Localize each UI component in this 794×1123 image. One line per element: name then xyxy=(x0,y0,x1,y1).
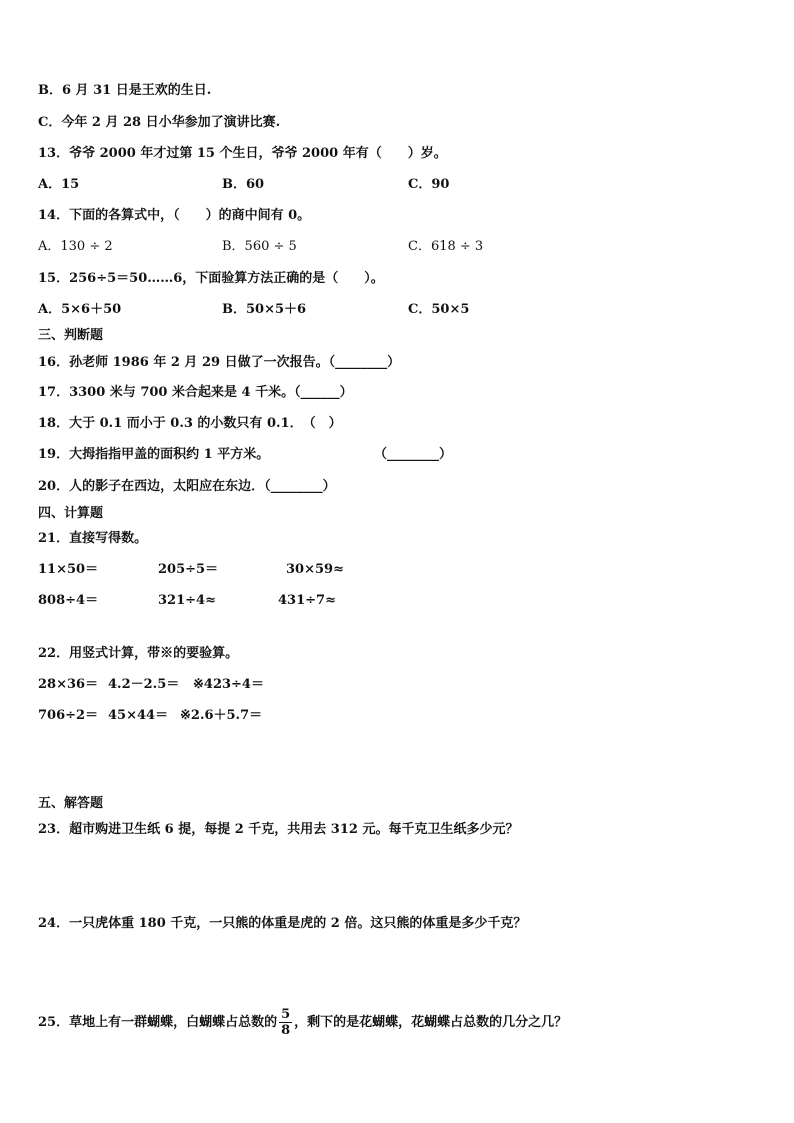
question-18: 18．大于 0.1 而小于 0.3 的小数只有 0.1． （ ） xyxy=(38,416,342,431)
q14-option-c: C．618 ÷ 3 xyxy=(408,239,484,254)
section-4-heading: 四、计算题 xyxy=(38,506,104,521)
q21-item-5: 321÷4≈ xyxy=(158,593,216,608)
q25-text-after: ，剩下的是花蝴蝶，花蝴蝶占总数的几分之几？ xyxy=(294,1015,568,1030)
option-c-q12: C．今年 2 月 28 日小华参加了演讲比赛. xyxy=(38,115,281,130)
q14-option-a: A．130 ÷ 2 xyxy=(38,239,113,254)
q21-item-3: 30×59≈ xyxy=(286,562,344,577)
q22-item-2: 4.2－2.5＝ xyxy=(108,677,180,692)
section-5-heading: 五、解答题 xyxy=(38,796,104,811)
question-20: 20．人的影子在西边，太阳应在东边．（________） xyxy=(38,479,336,494)
q13-option-a: A．15 xyxy=(38,177,80,192)
q13-option-c: C．90 xyxy=(408,177,450,192)
fraction-numerator: 5 xyxy=(281,1007,291,1022)
q22-item-6: ※2.6＋5.7＝ xyxy=(180,708,263,723)
q22-item-1: 28×36＝ xyxy=(38,677,99,692)
question-15: 15．256÷5＝50……6，下面验算方法正确的是（ ）。 xyxy=(38,271,384,286)
question-24: 24．一只虎体重 180 千克，一只熊的体重是虎的 2 倍。这只熊的体重是多少千克？ xyxy=(38,916,527,931)
q22-item-4: 706÷2＝ xyxy=(38,708,99,723)
question-21: 21．直接写得数。 xyxy=(38,531,148,546)
q15-option-b: B．50×5＋6 xyxy=(222,302,307,317)
q13-option-b: B．60 xyxy=(222,177,265,192)
fraction-denominator: 8 xyxy=(281,1023,291,1038)
q25-text-before: 25．草地上有一群蝴蝶，白蝴蝶占总数的 xyxy=(38,1015,278,1030)
question-22: 22．用竖式计算，带※的要验算。 xyxy=(38,646,239,661)
fraction-five-eighths xyxy=(279,1007,292,1038)
question-14: 14．下面的各算式中，（ ）的商中间有 0。 xyxy=(38,208,311,223)
q22-item-5: 45×44＝ xyxy=(108,708,169,723)
question-19: 19．大拇指指甲盖的面积约 1 平方米。 xyxy=(38,447,270,462)
q21-item-6: 431÷7≈ xyxy=(278,593,336,608)
q22-item-3: ※423÷4＝ xyxy=(193,677,264,692)
section-3-heading: 三、判断题 xyxy=(38,328,104,343)
q19-answer-blank: （________） xyxy=(374,447,453,462)
question-17: 17．3300 米与 700 米合起来是 4 千米。（______） xyxy=(38,385,353,400)
q21-item-2: 205÷5＝ xyxy=(158,562,219,577)
q21-item-4: 808÷4＝ xyxy=(38,593,99,608)
q21-item-1: 11×50＝ xyxy=(38,562,99,577)
question-23: 23．超市购进卫生纸 6 提，每提 2 千克，共用去 312 元。每千克卫生纸多少元？ xyxy=(38,822,519,837)
q15-option-a: A．5×6＋50 xyxy=(38,302,122,317)
question-16: 16．孙老师 1986 年 2 月 29 日做了一次报告。（________） xyxy=(38,355,401,370)
question-13: 13．爷爷 2000 年才过第 15 个生日，爷爷 2000 年有（ ）岁。 xyxy=(38,146,447,161)
q15-option-c: C．50×5 xyxy=(408,302,470,317)
q14-option-b: B．560 ÷ 5 xyxy=(222,239,297,254)
question-25 xyxy=(38,1003,567,1043)
option-b-q12: B．6 月 31 日是王欢的生日. xyxy=(38,83,212,98)
